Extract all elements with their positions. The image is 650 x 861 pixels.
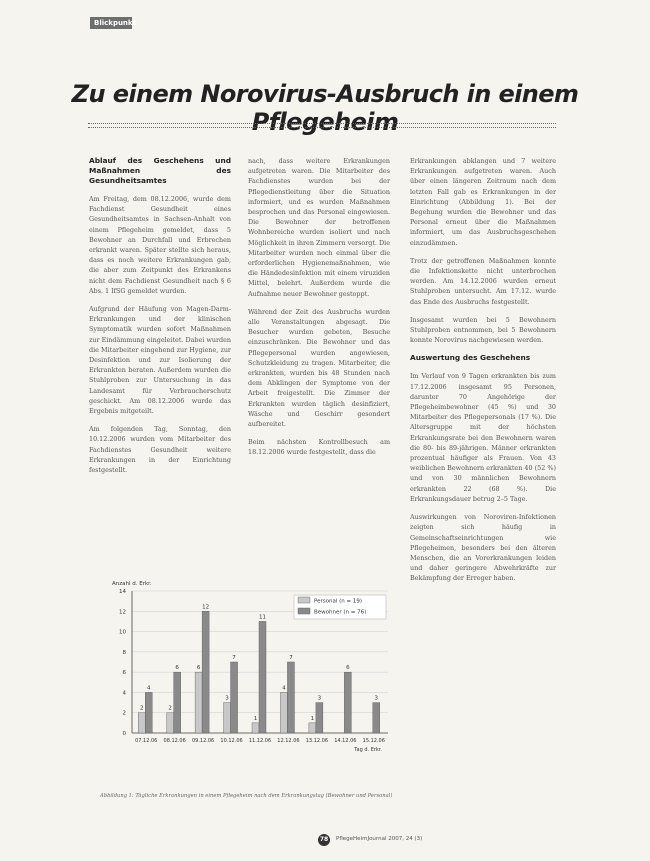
bar-chart — [88, 575, 398, 815]
text-column-1 — [89, 156, 231, 483]
data-label: 11 — [259, 614, 266, 621]
bar — [373, 703, 380, 733]
x-axis-label: Tag d. Erkr. — [354, 747, 382, 753]
x-tick-label: 10.12.06 — [220, 738, 243, 744]
bar — [138, 713, 145, 733]
bar — [167, 713, 174, 733]
y-tick-label: 10 — [119, 629, 126, 636]
paragraph: Aufgrund der Häufung von Magen-Darm-Erkrankungen und der klinischen Symptomatik wurden sofort Maßnahmen zur Eindämmung eingeleitet. Dabei wurden die Mitarbeiter eingehend zur Hygiene, zur Desinfektion und zur Isolierung der Erkrankten beraten. Außerdem wurden die Stuhlproben zur Untersuchung in das Landesamt für Verbraucherschutz geschickt. Am 08.12.2006 wurde das Ergebnis mitgeteilt. — [89, 305, 231, 416]
x-tick-label: 13.12.06 — [305, 738, 329, 744]
data-label: 4 — [146, 685, 151, 692]
section-heading: Ablauf des Geschehens und Maßnahmen des Gesundheitsamtes — [89, 156, 231, 185]
y-tick-label: 8 — [122, 649, 126, 656]
journal-reference: PflegeHeimJournal 2007, 24 (3) — [336, 836, 423, 842]
paragraph: Am Freitag, dem 08.12.2006, wurde dem Fachdienst Gesundheit eines Gesundheitsamtes in Sachsen-Anhalt von einem Pflegeheim gemeldet, dass 5 Bewohner an Durchfall und Erbrechen erkrankt waren. Später stellte sich heraus, dass es noch weitere Erkrankungen gab, die aber zum Zeitpunkt des Erkrankens nicht dem Fachdienst Gesundheit nach § 6 Abs. 1 IfSG gemeldet wurden. — [89, 195, 231, 295]
legend-swatch — [298, 597, 310, 603]
data-label: 2 — [139, 705, 144, 712]
y-tick-label: 14 — [119, 589, 126, 595]
data-label: 3 — [317, 695, 322, 702]
bar-chart-svg — [88, 575, 398, 790]
x-tick-label: 09.12.06 — [191, 738, 215, 744]
paragraph: Beim nächsten Kontrollbesuch am 18.12.2006 wurde festgestellt, dass die — [248, 438, 390, 457]
bar — [231, 662, 238, 733]
text-column-3 — [410, 156, 556, 592]
bar — [252, 723, 259, 733]
paragraph: Auswirkungen von Noroviren-Infektionen zeigten sich häufig in Gemeinschaftseinrichtungen wie Pflegeheimen, besonders bei den älteren Menschen, die an Vorerkrankungen leiden und daher geringere Abwehrkräfte zur Bekämpfung der Erreger haben. — [410, 513, 556, 583]
data-label: 1 — [310, 715, 315, 722]
bar — [309, 723, 316, 733]
legend-swatch — [298, 608, 310, 614]
y-tick-label: 4 — [122, 690, 126, 697]
data-label: 7 — [232, 655, 236, 661]
article-title: Zu einem Norovirus-Ausbruch in einem Pflegeheim — [71, 80, 579, 136]
y-tick-label: 6 — [122, 670, 126, 677]
y-axis-label: Anzahl d. Erkr. — [112, 581, 152, 587]
bar — [145, 692, 152, 733]
x-tick-label: 15.12.06 — [362, 738, 385, 744]
data-label: 3 — [225, 695, 229, 702]
bar — [195, 672, 202, 733]
paragraph: nach, dass weitere Erkrankungen aufgetreten waren. Die Mitarbeiter des Fachdienstes wurden bei der Pflegedienstleitung über die Situation informiert, und es wurden Maßnahmen besprochen und das Personal eingewiesen. Die Bewohner der betroffenen Wohnbereiche wurden isoliert und nach Möglichkeit in ihren Zimmern versorgt. Die Mitarbeiter wurden noch einmal über die erforderlichen Hygienemaßnahmen, wie die Händedesinfektion mit einem viruziden Mittel, belehrt. Außerdem wurde die Aufnahme neuer Bewohner gestoppt. — [248, 157, 390, 298]
bar — [280, 692, 287, 733]
legend-entry: Bewohner (n = 76) — [314, 609, 367, 616]
data-label: 1 — [253, 715, 258, 722]
y-tick-label: 12 — [119, 609, 126, 616]
paragraph: Insgesamt wurden bei 5 Bewohnern Stuhlproben entnommen, bei 5 Bewohnern konnte Norovirus nachgewiesen werden. — [410, 315, 556, 345]
data-label: 6 — [346, 665, 350, 672]
data-label: 12 — [202, 604, 210, 611]
x-tick-label: 08.12.06 — [163, 738, 186, 744]
y-tick-label: 0 — [122, 731, 126, 737]
section-heading: Auswertung des Geschehens — [410, 353, 531, 363]
y-tick-label: 2 — [122, 710, 126, 717]
bar — [224, 703, 231, 733]
paragraph: Am folgenden Tag, Sonntag, den 10.12.2006 wurden vom Mitarbeiter des Fachdienstes Gesundheit weitere Erkrankungen in der Einrichtung festgestellt. — [89, 425, 231, 475]
data-label: 7 — [289, 655, 293, 661]
legend-entry: Personal (n = 19) — [314, 598, 363, 605]
bar — [344, 672, 351, 733]
data-label: 6 — [175, 665, 179, 672]
x-tick-label: 11.12.06 — [248, 738, 272, 744]
x-tick-label: 07.12.06 — [135, 738, 158, 744]
title-divider — [88, 123, 556, 128]
figure-caption: Abbildung 1: Tägliche Erkrankungen in einem Pflegeheim nach dem Erkrankungstag (Bewohner und Personal) — [100, 793, 393, 799]
data-label: 4 — [282, 685, 286, 692]
bar — [316, 703, 323, 733]
bar — [202, 611, 209, 733]
paragraph: Erkrankungen abklangen und 7 weitere Erkrankungen aufgetreten waren. Auch über einen längeren Zeitraum nach dem letzten Fall gab es Erkrankungen in der Einrichtung (Abbildung 1). Bei der Begehung wurden die Bewohner und das Personal erneut über die Maßnahmen informiert, um das Ausbruchsgeschehen einzudämmen. — [410, 157, 556, 247]
data-label: 3 — [374, 695, 379, 702]
bar — [174, 672, 181, 733]
text-column-2 — [248, 156, 390, 466]
data-label: 2 — [168, 705, 172, 712]
paragraph: Im Verlauf von 9 Tagen erkrankten bis zum 17.12.2006 insgesamt 95 Personen, darunter 70 Angehörige der Pflegeheimbewohner (45 %) und 30 Mitarbeiter des Pflegepersonals (17 %). Die Altersgruppe mit der höchsten Erkrankungsrate bei den Bewohnern waren die 80- bis 89-jährigen. Männer erkrankten prozentual häufiger als Frauen. Von 43 weiblichen Bewohnern erkrankten 40 (52 %) und von 30 männlichen Bewohnern erkrankten 22 (68 %). Die Erkrankungsdauer betrug 2–5 Tage. — [410, 372, 556, 503]
bar — [287, 662, 294, 733]
x-tick-label: 14.12.06 — [334, 738, 357, 744]
section-tag: Blickpunkt — [90, 17, 132, 29]
page-number: 78 — [318, 834, 330, 846]
bar — [259, 621, 266, 733]
paragraph: Trotz der getroffenen Maßnahmen konnte die Infektionskette nicht unterbrochen werden. Am 14.12.2006 wurden erneut Stuhlproben untersucht. Am 17.12. wurde das Ende des Ausbruchs festgestellt. — [410, 256, 556, 306]
paragraph: Während der Zeit des Ausbruchs wurden alle Veranstaltungen abgesagt. Die Besucher wurden gebeten, Besuche einzuschränken. Die Bewohner und das Pflegepersonal wurden angewiesen, Schutzkleidung zu tragen. Mitarbeiter, die erkrankten, wurden bis 48 Stunden nach dem Abklingen der Symptome von der Arbeit freigestellt. Die Zimmer der Erkrankten wurden täglich desinfiziert, Wäsche und Geschirr gesondert aufbereitet. — [248, 307, 390, 429]
data-label: 6 — [196, 665, 201, 672]
x-tick-label: 12.12.06 — [277, 738, 300, 744]
